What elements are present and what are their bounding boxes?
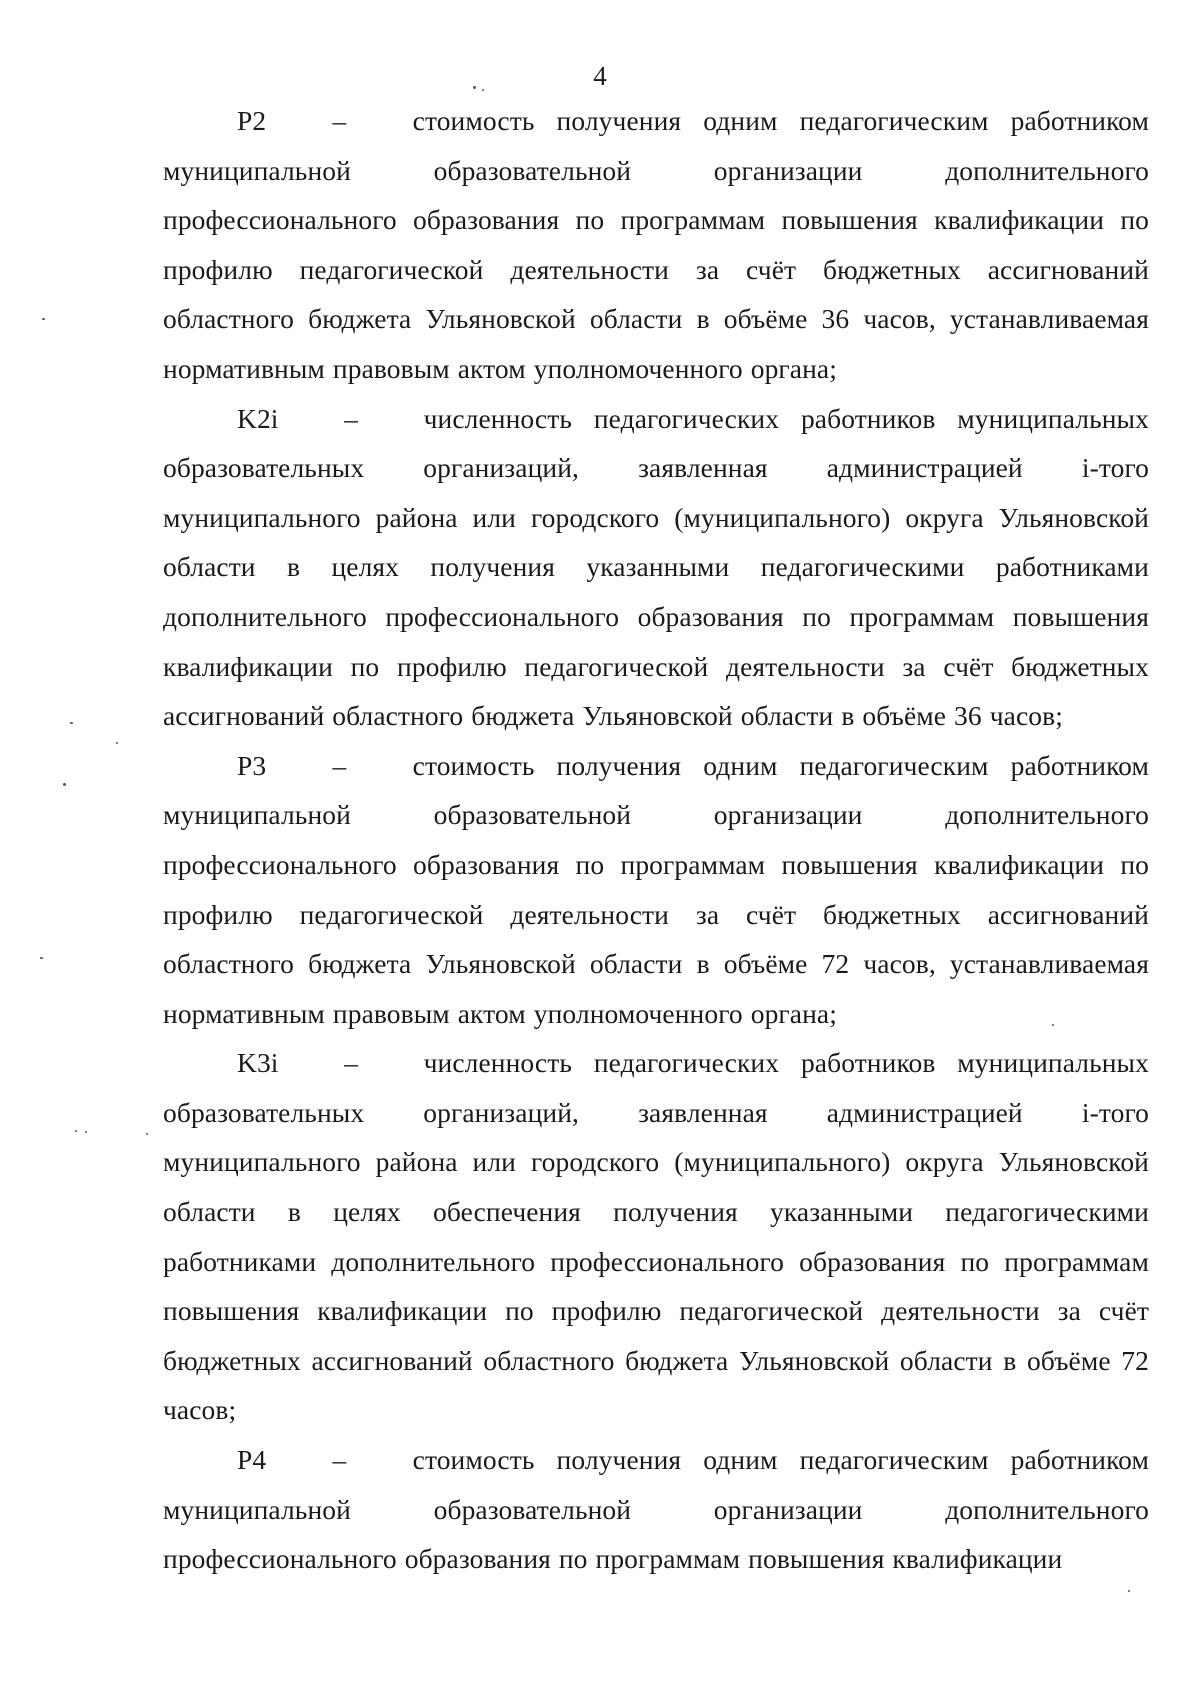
term-dash: –	[332, 1444, 347, 1476]
scan-speck	[75, 1130, 77, 1132]
page-number: 4	[593, 61, 607, 91]
scan-speck	[63, 783, 66, 786]
term-dash: –	[332, 749, 347, 781]
term-dash: –	[332, 105, 347, 136]
definition-text: численность педагогических работников муниципальных образовательных организаций, заявленная администрацией i-того муниципального района или городского (муниципального) округа Ульяновской области в целях обеспечения получения указанными педагогическими работниками дополнительного профессионального образования по программам повышения квалификации по профилю педагогической деятельности за счёт бюджетных ассигнований областного бюджета Ульяновской области в объёме 72 часов;	[163, 1047, 1149, 1426]
scan-speck	[85, 1131, 87, 1133]
term-symbol: K2i	[237, 402, 279, 434]
scan-speck	[1128, 1590, 1130, 1592]
scan-speck	[473, 86, 476, 89]
term-dash: –	[344, 402, 358, 434]
definition-paragraph-p2	[163, 96, 1149, 394]
term-symbol: K3i	[237, 1047, 279, 1079]
definition-paragraph-p3	[163, 741, 1149, 1039]
scan-speck	[482, 89, 484, 91]
definition-text: численность педагогических работников муниципальных образовательных организаций, заявленная администрацией i-того муниципального района или городского (муниципального) округа Ульяновской области в целях получения указанными педагогическими работниками дополнительного профессионального образования по программам повышения квалификации по профилю педагогической деятельности за счёт бюджетных ассигнований областного бюджета Ульяновской области в объёме 36 часов;	[163, 402, 1149, 732]
term-symbol: Р2	[237, 105, 267, 136]
term-dash: –	[344, 1047, 358, 1079]
document-body	[163, 96, 1149, 1584]
scan-speck	[146, 1133, 148, 1135]
scan-speck	[40, 957, 43, 959]
definition-paragraph-p4	[163, 1435, 1149, 1584]
term-symbol: Р3	[237, 749, 267, 781]
term-symbol: Р4	[237, 1444, 267, 1476]
definition-paragraph-k3i	[163, 1038, 1149, 1435]
scan-speck	[1052, 1024, 1054, 1026]
scan-speck	[42, 318, 45, 320]
scan-speck	[116, 742, 118, 744]
definition-text: стоимость получения одним педагогическим работником муниципальной образовательной организации дополнительного профессионального образования по программам повышения квалификации по профилю педагогической деятельности за счёт бюджетных ассигнований областного бюджета Ульяновской области в объёме 36 часов, устанавливаемая нормативным правовым актом уполномоченного органа;	[163, 105, 1149, 384]
definition-text: стоимость получения одним педагогическим работником муниципальной образовательной организации дополнительного профессионального образования по программам повышения квалификации	[163, 1444, 1149, 1575]
definition-text: стоимость получения одним педагогическим работником муниципальной образовательной организации дополнительного профессионального образования по программам повышения квалификации по профилю педагогической деятельности за счёт бюджетных ассигнований областного бюджета Ульяновской области в объёме 72 часов, устанавливаемая нормативным правовым актом уполномоченного органа;	[163, 749, 1149, 1029]
scan-speck	[70, 722, 73, 724]
definition-paragraph-k2i	[163, 394, 1149, 741]
